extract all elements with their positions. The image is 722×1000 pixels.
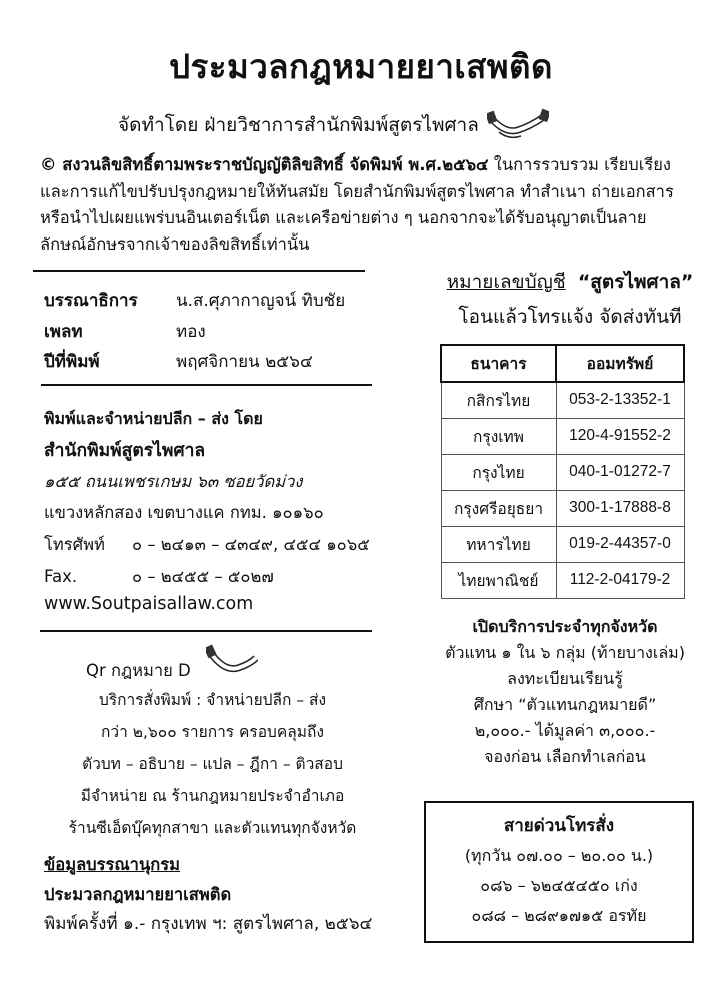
credit-value: พฤศจิกายน ๒๕๖๔: [176, 352, 313, 372]
service-block: [420, 614, 710, 770]
service-line: ลงทะเบียนเรียนรู้: [507, 669, 623, 688]
service-line: จองก่อน เลือกทำเลก่อน: [484, 747, 646, 766]
qr-promo-line: มีจำหน่าย ณ ร้านกฎหมายประจำอำเภอ: [80, 787, 345, 805]
hotline-hours: (ทุกวัน ๐๗.๐๐ – ๒๐.๐๐ น.): [464, 846, 654, 865]
account-heading-name: “สูตรไพศาล”: [577, 271, 694, 293]
publisher-name: สำนักพิมพ์สูตรไพศาล: [44, 441, 206, 461]
scroll-banner-logo-icon: [487, 108, 549, 142]
hotline-heading: สายด่วนโทรสั่ง: [503, 816, 615, 836]
qr-promo-line: ร้านซีเอ็ดบุ๊คทุกสาขา และตัวแทนทุกจังหวัด: [68, 819, 357, 837]
column-header-bank: ธนาคาร: [441, 345, 556, 382]
bibliography-heading: [44, 852, 180, 878]
publisher-fax: [44, 564, 274, 590]
qr-promo-title: Qr กฎหมาย D: [86, 661, 191, 680]
service-line: ศึกษา “ตัวแทนกฎหมายดี”: [473, 695, 657, 714]
copyright-heading: © สงวนลิขสิทธิ์ตามพระราชบัญญัติลิขสิทธิ์ จัดพิมพ์ พ.ศ.๒๕๖๔: [40, 155, 489, 174]
bibliography-heading-text: ข้อมูลบรรณานุกรม: [44, 855, 180, 874]
bank-name: ไทยพาณิชย์: [441, 562, 556, 598]
bibliography-title: [44, 882, 231, 908]
table-row: [441, 490, 684, 526]
credit-value: ทอง: [176, 322, 206, 342]
bank-name: กรุงเทพ: [441, 418, 556, 454]
phone-number: ๐ – ๒๔๑๓ – ๔๓๔๙, ๔๕๔ ๑๐๖๕: [132, 535, 370, 554]
hotline-box: [424, 801, 694, 943]
divider: [41, 384, 372, 386]
publisher-website-link[interactable]: www.Soutpaisallaw.com: [44, 594, 254, 614]
copyright-body: ในการรวบรวม เรียบเรียง และการแก้ไขปรับปรุงกฎหมายให้ทันสมัย โดยสำนักพิมพ์สูตรไพศาล ทำสำเนา ถ่ายเอกสาร หรือนำไปเผยแพร่บนอินเตอร์เน็ต และเครือข่ายต่าง ๆ นอกจากจะได้รับอนุญาตเป็นลายลักษณ์อักษรจากเจ้าของลิขสิทธิ์เท่านั้น: [40, 155, 674, 254]
copyright-notice: [40, 152, 680, 258]
account-subheading: โอนแล้วโทรแจ้ง จัดส่งทันที: [458, 306, 682, 328]
fax-label: Fax.: [44, 567, 78, 586]
account-heading-label: หมายเลขบัญชี: [446, 271, 566, 293]
page-title: ประมวลกฎหมายยาเสพติด: [169, 47, 553, 86]
credit-year: [44, 348, 313, 375]
service-heading: เปิดบริการประจำทุกจังหวัด: [472, 617, 658, 636]
account-number: 040-1-01272-7: [556, 454, 684, 490]
bibliography-edition: พิมพ์ครั้งที่ ๑.- กรุงเทพ ฯ: สูตรไพศาล, ๒๕๖๔: [44, 914, 373, 934]
account-heading: [420, 267, 720, 297]
hotline-contact: ๐๘๖ – ๖๒๔๕๔๕๐ เก่ง: [480, 876, 638, 895]
publisher-phone: [44, 532, 370, 558]
divider: [40, 630, 372, 632]
table-row: [441, 382, 684, 418]
service-line: ตัวแทน ๑ ใน ๖ กลุ่ม (ท้ายบางเล่ม): [445, 643, 685, 662]
account-number: 112-2-04179-2: [556, 562, 684, 598]
hotline-contact: ๐๘๘ – ๒๘๙๑๗๑๕ อรทัย: [471, 906, 647, 925]
credit-label: เพลท: [44, 322, 83, 342]
fax-number: ๐ – ๒๔๕๕ – ๕๐๒๗: [132, 567, 274, 586]
account-number: 053-2-13352-1: [556, 382, 684, 418]
credit-label: ปีที่พิมพ์: [44, 352, 100, 372]
prepared-by: จัดทำโดย ฝ่ายวิชาการสำนักพิมพ์สูตรไพศาล: [118, 114, 479, 136]
bank-name: ทหารไทย: [441, 526, 556, 562]
service-line: ๒,๐๐๐.- ได้มูลค่า ๓,๐๐๐.-: [474, 721, 656, 740]
bank-name: กรุงไทย: [441, 454, 556, 490]
publisher-heading: พิมพ์และจำหน่ายปลีก – ส่ง โดย: [44, 409, 263, 428]
qr-promo-line: ตัวบท – อธิบาย – แปล – ฎีกา – ติวสอบ: [82, 755, 343, 773]
table-row: [441, 454, 684, 490]
bank-name: กรุงศรีอยุธยา: [441, 490, 556, 526]
credit-editor: [44, 287, 345, 314]
bibliography-title-text: ประมวลกฎหมายยาเสพติด: [44, 885, 232, 904]
table-row: [441, 418, 684, 454]
divider: [33, 270, 365, 272]
credit-plate: [44, 318, 206, 345]
bank-name: กสิกรไทย: [441, 382, 556, 418]
publisher-address-2: แขวงหลักสอง เขตบางแค กทม. ๑๐๑๖๐: [44, 503, 324, 522]
bank-account-table: [440, 344, 685, 599]
credit-value: น.ส.ศุภากาญจน์ ทิบชัย: [176, 291, 346, 311]
phone-label: โทรศัพท์: [44, 535, 105, 554]
qr-promo-line: กว่า ๒,๖๐๐ รายการ ครอบคลุมถึง: [101, 723, 324, 741]
table-header-row: [441, 345, 684, 382]
table-row: [441, 526, 684, 562]
qr-promo-lines: [40, 684, 385, 844]
credit-label: บรรณาธิการ: [44, 291, 138, 311]
publisher-address-1: ๑๕๕ ถนนเพชรเกษม ๖๓ ซอยวัดม่วง: [44, 472, 303, 491]
table-row: [441, 562, 684, 598]
account-number: 120-4-91552-2: [556, 418, 684, 454]
account-number: 019-2-44357-0: [556, 526, 684, 562]
column-header-savings: ออมทรัพย์: [556, 345, 684, 382]
scroll-banner-logo-icon: [206, 644, 258, 678]
account-number: 300-1-17888-8: [556, 490, 684, 526]
qr-promo-line: บริการสั่งพิมพ์ : จำหน่ายปลีก – ส่ง: [98, 691, 327, 709]
